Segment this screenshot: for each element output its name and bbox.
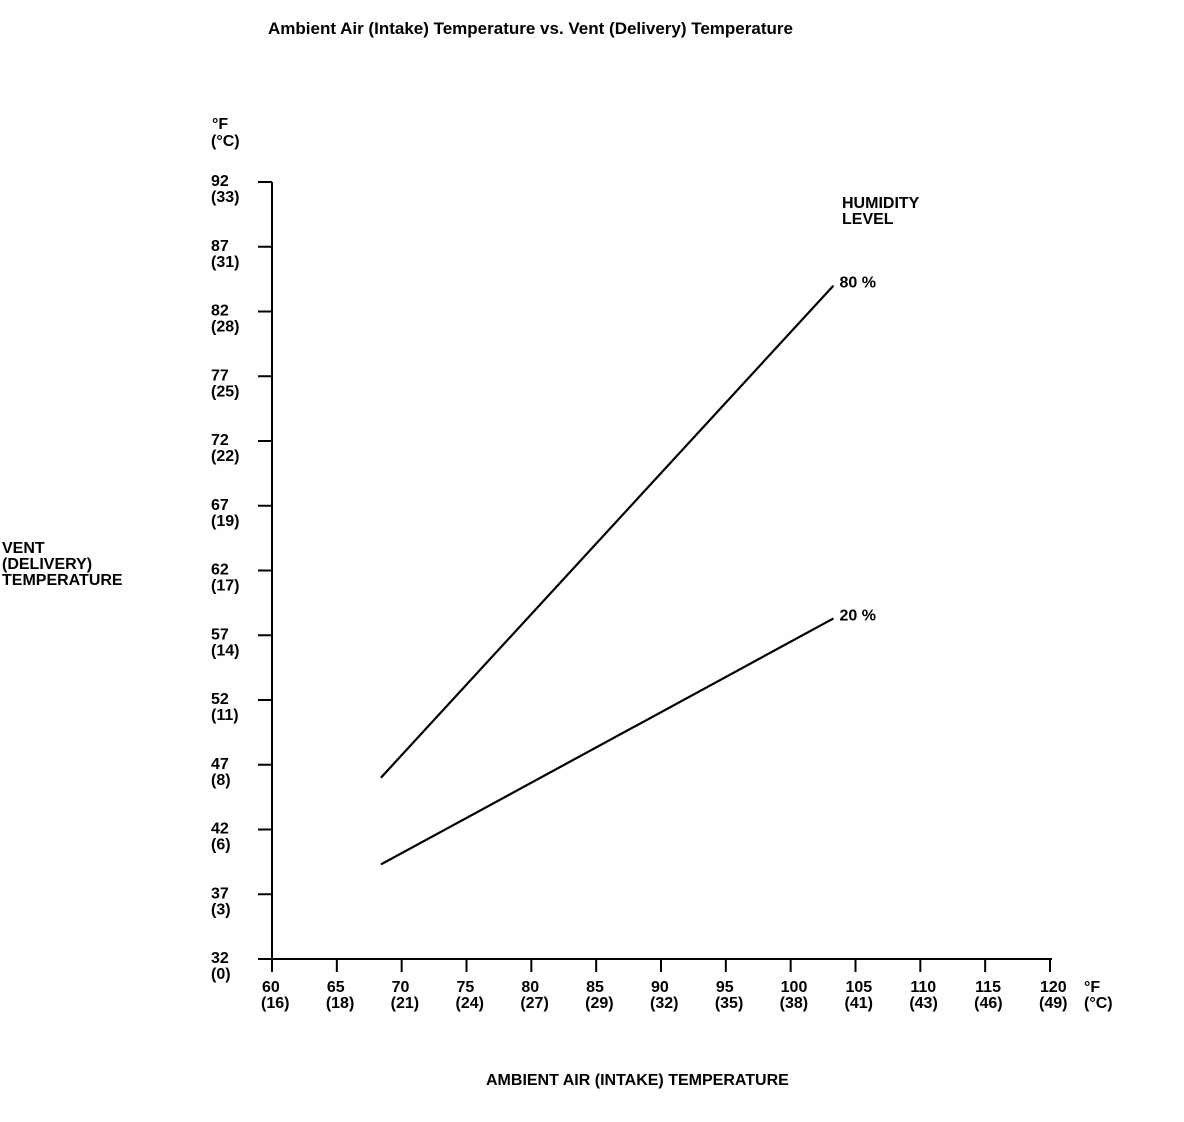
series-line-0 [381, 286, 834, 778]
y-tick-label-f: 72 [211, 432, 229, 449]
x-axis-title: AMBIENT AIR (INTAKE) TEMPERATURE [486, 1072, 789, 1089]
x-tick-label-f: 120 [1040, 979, 1067, 996]
x-tick-label-f: 75 [456, 979, 475, 996]
x-tick-label-c: (46) [974, 995, 1003, 1012]
y-tick-label-f: 47 [211, 755, 229, 773]
y-tick-label-f: 67 [211, 496, 229, 514]
y-unit-c: (°C) [211, 133, 240, 150]
y-tick-label-f: 77 [211, 367, 229, 385]
y-tick-label-c: (6) [211, 836, 231, 854]
y-tick-label-c: (11) [211, 707, 239, 724]
x-tick-label-f: 65 [326, 979, 345, 996]
legend-title-line-2: LEVEL [842, 211, 894, 228]
x-unit-f: °F [1084, 979, 1101, 996]
y-tick-label-c: (0) [211, 966, 231, 983]
legend-title-line-1: HUMIDITY [842, 195, 920, 212]
x-tick-label-f: 100 [780, 979, 808, 996]
x-tick-label-c: (18) [325, 995, 355, 1012]
x-ticks [261, 959, 1067, 1012]
y-tick-label-c: (19) [211, 512, 240, 530]
y-tick-label-c: (14) [211, 642, 240, 660]
series-line-1 [381, 618, 834, 864]
x-tick-label-c: (32) [650, 995, 679, 1012]
series-label-1: 20 % [839, 607, 876, 625]
y-tick-label-c: (8) [211, 771, 231, 789]
y-tick-label-f: 87 [211, 237, 229, 255]
x-tick-label-f: 80 [521, 979, 540, 996]
y-tick-label-c: (28) [211, 318, 240, 336]
y-tick-label-f: 37 [211, 885, 229, 903]
x-tick-label-f: 90 [651, 979, 669, 996]
y-unit-f: °F [212, 116, 229, 133]
x-tick-label-f: 115 [975, 979, 1001, 996]
y-axis-title-line-2: (DELIVERY) [2, 556, 93, 573]
y-tick-label-c: (3) [211, 901, 231, 919]
series-layer [381, 275, 876, 865]
y-tick-label-f: 62 [211, 561, 229, 579]
y-axis-title-line-1: VENT [2, 540, 45, 557]
x-tick-label-f: 70 [391, 979, 410, 996]
y-tick-label-f: 82 [211, 302, 229, 320]
y-tick-label-c: (22) [211, 448, 240, 465]
x-tick-label-f: 85 [586, 979, 604, 996]
chart-title: Ambient Air (Intake) Temperature vs. Vent (Delivery) Temperature [268, 19, 793, 38]
y-tick-label-f: 92 [211, 173, 229, 190]
x-tick-label-c: (43) [909, 995, 938, 1012]
series-label-0: 80 % [839, 274, 876, 292]
x-tick-label-c: (21) [390, 995, 420, 1012]
x-tick-label-c: (41) [844, 995, 873, 1012]
x-tick-label-c: (27) [520, 995, 549, 1012]
x-tick-label-c: (29) [585, 995, 614, 1012]
y-axis-title-line-3: TEMPERATURE [2, 572, 123, 589]
x-tick-label-f: 105 [845, 979, 873, 996]
x-tick-label-f: 60 [262, 979, 280, 996]
y-tick-label-f: 32 [211, 950, 229, 967]
y-tick-label-f: 52 [211, 691, 229, 708]
x-tick-label-f: 95 [715, 979, 734, 996]
x-tick-label-c: (49) [1039, 995, 1068, 1012]
y-tick-label-c: (33) [211, 189, 240, 206]
x-tick-label-f: 110 [910, 979, 937, 996]
y-tick-label-f: 57 [211, 626, 229, 644]
y-tick-label-c: (31) [211, 253, 240, 271]
x-tick-label-c: (16) [261, 995, 290, 1012]
x-tick-label-c: (35) [714, 995, 744, 1012]
x-tick-label-c: (38) [779, 995, 809, 1012]
x-tick-label-c: (24) [455, 995, 484, 1012]
y-tick-label-c: (25) [211, 383, 240, 401]
y-tick-label-f: 42 [211, 820, 229, 838]
y-tick-label-c: (17) [211, 577, 240, 595]
y-ticks [211, 173, 272, 983]
x-unit-c: (°C) [1084, 995, 1113, 1012]
